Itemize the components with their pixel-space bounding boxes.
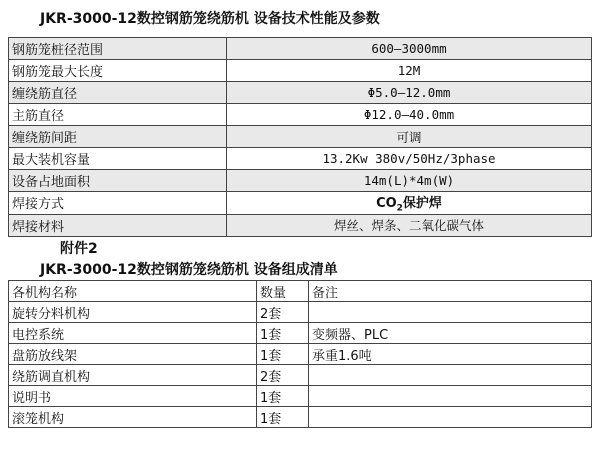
component-note: 变频器、PLC: [309, 323, 592, 344]
spec-value: Φ5.0—12.0mm: [227, 82, 592, 104]
component-row: [9, 407, 592, 428]
spec-label: 缠绕筋间距: [9, 126, 227, 148]
component-qty: 2套: [257, 302, 309, 323]
spec-label: 钢筋笼最大长度: [9, 60, 227, 82]
spec-row: [9, 104, 592, 126]
spec-label: 主筋直径: [9, 104, 227, 126]
spec-label: 焊接方式: [9, 192, 227, 215]
component-qty: 1套: [257, 323, 309, 344]
spec-row: [9, 82, 592, 104]
spec-value: 13.2Kw 380v/50Hz/3phase: [227, 148, 592, 170]
spec-row: [9, 170, 592, 192]
welding-value-prefix: CO: [376, 196, 397, 211]
spec-row: [9, 214, 592, 236]
component-note: [309, 302, 592, 323]
component-name: 绕筋调直机构: [9, 365, 257, 386]
component-qty: 2套: [257, 365, 309, 386]
spec-row: [9, 60, 592, 82]
welding-value-subscript: 2: [396, 203, 403, 214]
component-row: [9, 386, 592, 407]
component-row: [9, 344, 592, 365]
header-note: 备注: [309, 281, 592, 302]
welding-value-suffix: 保护焊: [402, 196, 442, 211]
spec-title: JKR-3000-12数控钢筋笼绕筋机 设备技术性能及参数: [40, 11, 380, 27]
spec-row: [9, 38, 592, 60]
component-note: [309, 407, 592, 428]
spec-value: Φ12.0—40.0mm: [227, 104, 592, 126]
component-note: [309, 365, 592, 386]
component-name: 说明书: [9, 386, 257, 407]
component-name: 盘筋放线架: [9, 344, 257, 365]
component-name: 电控系统: [9, 323, 257, 344]
component-qty: 1套: [257, 386, 309, 407]
component-qty: 1套: [257, 407, 309, 428]
spec-value: [227, 192, 592, 215]
spec-table: [8, 37, 592, 237]
component-note: [309, 386, 592, 407]
component-row: [9, 302, 592, 323]
spec-label: 缠绕筋直径: [9, 82, 227, 104]
component-table: [8, 280, 592, 428]
spec-row: [9, 126, 592, 148]
spec-row: [9, 192, 592, 215]
spec-row: [9, 148, 592, 170]
component-note: 承重1.6吨: [309, 344, 592, 365]
component-name: 旋转分料机构: [9, 302, 257, 323]
spec-label: 焊接材料: [9, 214, 227, 236]
component-row: [9, 323, 592, 344]
component-row: [9, 365, 592, 386]
spec-value: 焊丝、焊条、二氧化碳气体: [227, 214, 592, 236]
spec-value: 600—3000mm: [227, 38, 592, 60]
spec-value: 可调: [227, 126, 592, 148]
appendix-label: 附件2: [60, 241, 98, 257]
header-qty: 数量: [257, 281, 309, 302]
spec-label: 设备占地面积: [9, 170, 227, 192]
spec-value: 14m(L)*4m(W): [227, 170, 592, 192]
component-qty: 1套: [257, 344, 309, 365]
component-list-title: JKR-3000-12数控钢筋笼绕筋机 设备组成清单: [40, 262, 338, 278]
header-name: 各机构名称: [9, 281, 257, 302]
component-header-row: [9, 281, 592, 302]
component-name: 滚笼机构: [9, 407, 257, 428]
spec-label: 最大装机容量: [9, 148, 227, 170]
spec-value: 12M: [227, 60, 592, 82]
spec-label: 钢筋笼桩径范围: [9, 38, 227, 60]
